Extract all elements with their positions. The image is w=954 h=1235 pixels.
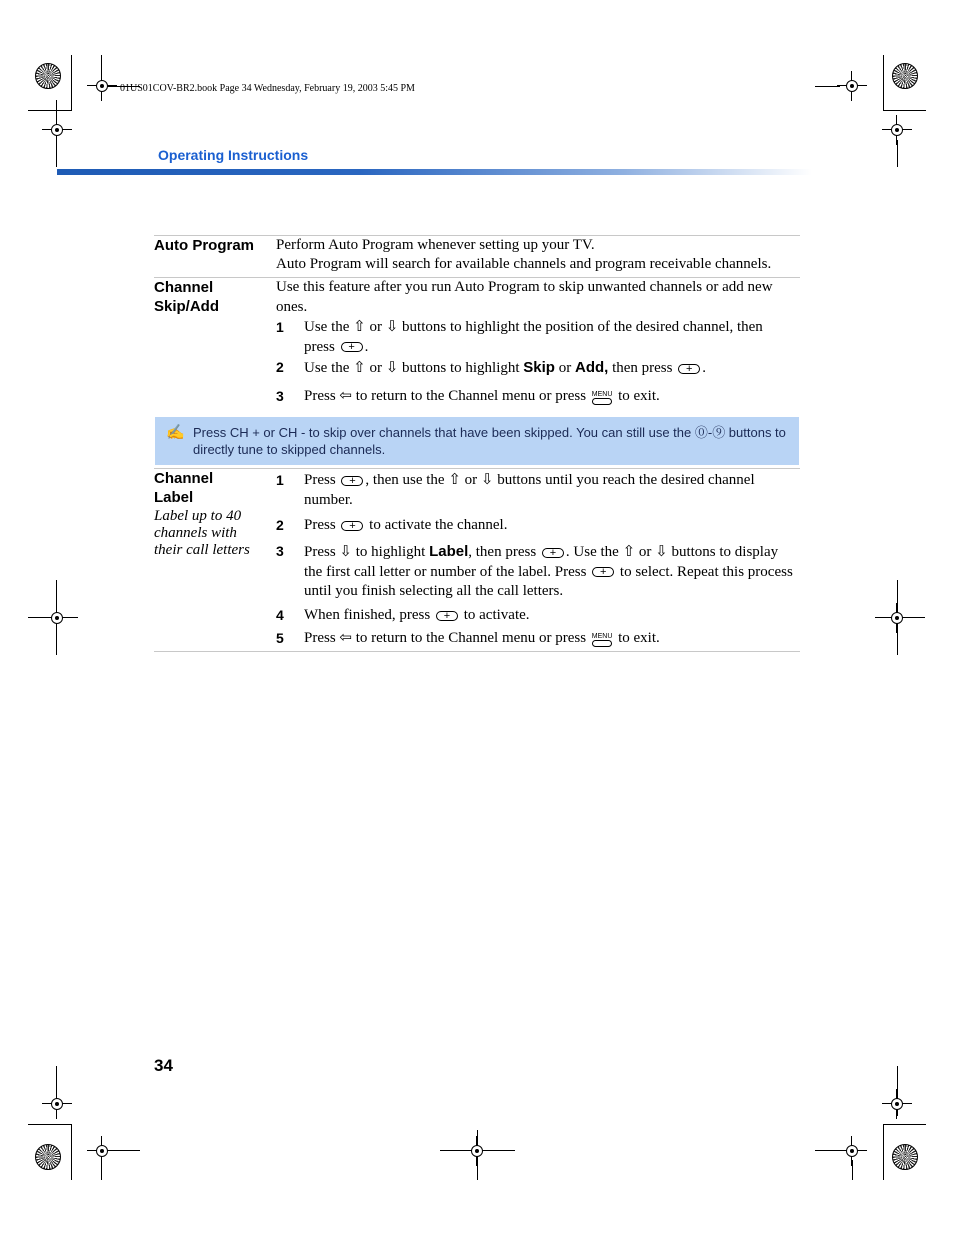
step-text: . (364, 338, 369, 355)
menu-key-icon: MENU (590, 388, 614, 406)
registration-cross-icon (837, 71, 867, 101)
note-text: Press CH + or CH - to skip over channels that have been skipped. You can still use the ⓪-⑨ buttons to directly tune to skipped channels. (193, 425, 786, 457)
step-number: 1 (276, 472, 284, 488)
list-item (276, 629, 796, 649)
menu-key-icon: MENU (590, 630, 614, 648)
keyword: Skip (523, 359, 555, 376)
step-text: Press (304, 517, 336, 533)
list-item (276, 471, 796, 510)
auto-program-desc-1: Perform Auto Program whenever setting up your TV. (276, 237, 595, 253)
note-pencil-icon: ✍ (166, 425, 185, 441)
step-text: Press ⇦ to return to the Channel menu or press (304, 388, 587, 404)
step-number: 1 (276, 319, 284, 335)
step-text: to activate the channel. (369, 517, 508, 533)
enter-key-icon (341, 521, 363, 531)
step-text: to activate. (463, 607, 530, 623)
list-item (276, 516, 796, 536)
list-item (276, 387, 796, 407)
step-text: . (702, 360, 706, 376)
book-info-slug: 01US01COV-BR2.book Page 34 Wednesday, February 19, 2003 5:45 PM (120, 83, 415, 94)
registration-ring-icon (35, 63, 61, 89)
registration-cross-icon (87, 1136, 117, 1166)
step-text: , then use the ⇧ or ⇩ buttons until you reach the desired channel number. (304, 472, 755, 508)
enter-key-icon (341, 476, 363, 486)
registration-ring-icon (892, 63, 918, 89)
auto-program-term: Auto Program (154, 237, 255, 254)
step-text: . Use the ⇧ or ⇩ buttons to display the first call letter or number of the label. Press (304, 544, 779, 580)
step-text: to select. Repeat this process until you finish selecting all the call letters. (304, 563, 793, 599)
keyword: Add, (574, 359, 609, 376)
enter-key-icon (341, 342, 363, 352)
skip-add-term (154, 278, 219, 316)
term-line: Channel (154, 470, 214, 487)
term-line: Skip/Add (154, 298, 220, 315)
step-text: to exit. (618, 388, 660, 404)
registration-ring-icon (892, 1144, 918, 1170)
step-text: Press ⇩ to highlight (304, 544, 426, 560)
step-text: Press ⇦ to return to the Channel menu or press (304, 630, 587, 646)
list-item (276, 606, 796, 626)
term-line: Label (154, 489, 194, 506)
label-sidenote: Label up to 40 channels with their call letters (154, 508, 250, 558)
keyword: Label (429, 543, 469, 560)
step-number: 5 (276, 630, 284, 646)
enter-key-icon (436, 611, 458, 621)
term-line: Channel (154, 279, 214, 296)
enter-key-icon (592, 567, 614, 577)
list-item (276, 542, 796, 602)
step-number: 2 (276, 517, 284, 533)
enter-key-icon (542, 548, 564, 558)
list-item (276, 358, 796, 379)
step-text: , then press (468, 544, 537, 560)
list-item (276, 318, 796, 357)
enter-key-icon (678, 364, 700, 374)
registration-ring-icon (35, 1144, 61, 1170)
table-divider (154, 651, 800, 652)
registration-cross-icon (42, 1089, 72, 1119)
page-number: 34 (154, 1056, 173, 1075)
table-divider (154, 468, 800, 469)
step-text: Press (304, 472, 336, 488)
registration-cross-icon (42, 115, 72, 145)
label-term (154, 469, 213, 507)
section-title: Operating Instructions (158, 147, 309, 163)
step-text: then press (612, 360, 673, 376)
step-text: Use the ⇧ or ⇩ buttons to highlight the position of the desired channel, then press (304, 319, 763, 355)
step-number: 3 (276, 388, 284, 404)
skip-add-intro: Use this feature after you run Auto Program to skip unwanted channels or add new ones. (276, 279, 773, 315)
auto-program-desc-2: Auto Program will search for available channels and program receivable channels. (276, 256, 772, 272)
step-text: Use the ⇧ or ⇩ buttons to highlight (304, 360, 520, 376)
step-text: or (558, 360, 572, 376)
step-number: 4 (276, 607, 284, 623)
header-bar (57, 169, 812, 175)
step-text: When finished, press (304, 607, 431, 623)
step-text: to exit. (618, 630, 660, 646)
step-number: 2 (276, 359, 284, 375)
step-number: 3 (276, 543, 284, 559)
registration-cross-icon (42, 603, 72, 633)
